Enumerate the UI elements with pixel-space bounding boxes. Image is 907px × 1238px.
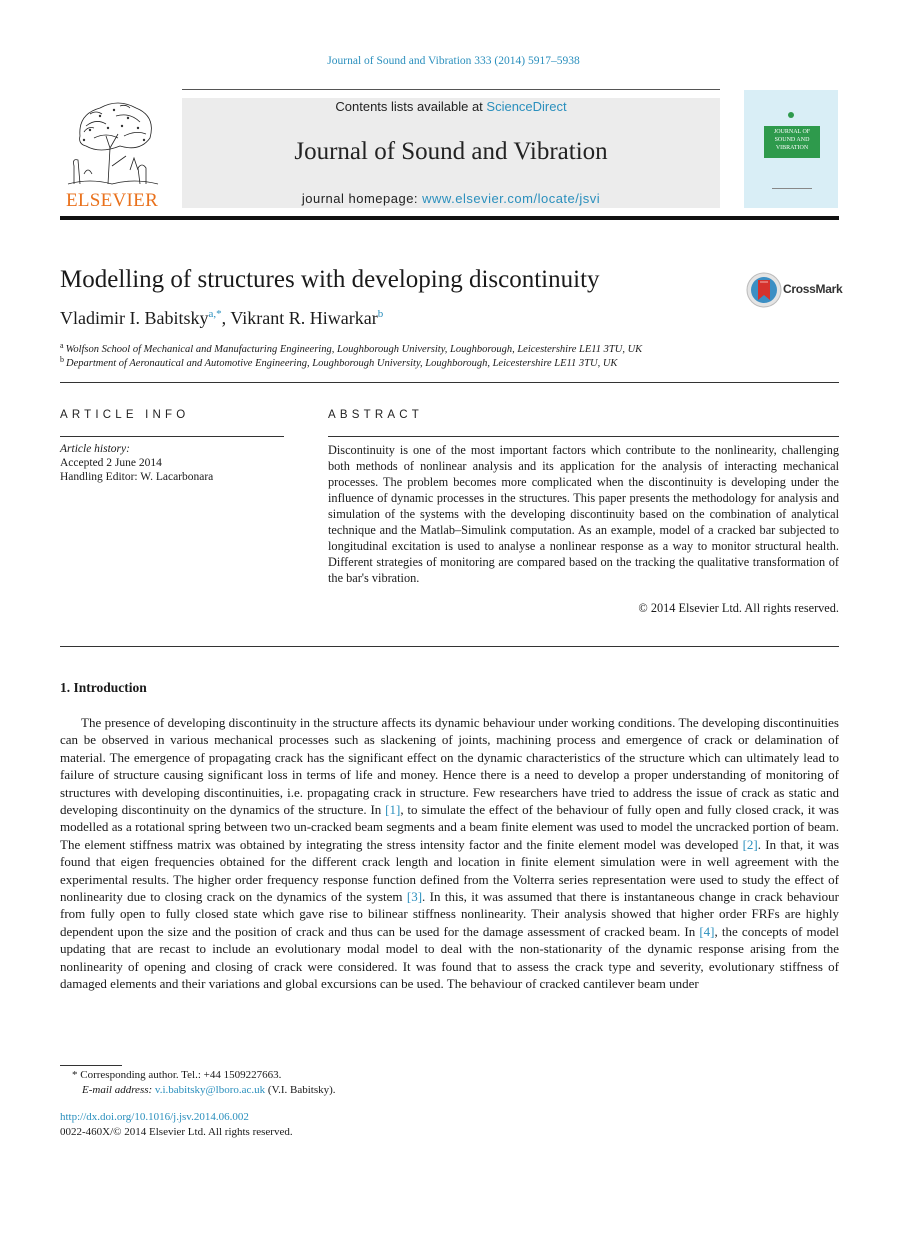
crossmark-icon xyxy=(746,272,782,308)
affiliation xyxy=(60,341,642,355)
cover-emblem-icon xyxy=(788,112,794,118)
abstract-rule xyxy=(328,436,839,437)
introduction-heading: 1. Introduction xyxy=(60,680,147,695)
email-label: E-mail address: xyxy=(82,1084,155,1096)
paragraph-text: . In this, it was assumed that there is instantaneous change in crack behaviour from fully open to fully closed state which gave rise to bilinear stiffness nonlinearity. Their analysis showed that higher order FRFs are highly dependent upon the size and the position of crack and thus can be used for the damage assessment of cracked beam. In xyxy=(60,889,839,939)
email-suffix: (V.I. Babitsky). xyxy=(265,1084,336,1096)
section-rule xyxy=(60,382,839,383)
section-rule xyxy=(60,646,839,647)
journal-homepage-line xyxy=(182,191,720,206)
affiliation-mark: a xyxy=(60,341,64,350)
email-note xyxy=(82,1084,336,1096)
contents-available-line xyxy=(182,99,720,114)
journal-citation[interactable]: Journal of Sound and Vibration 333 (2014) 5917–5938 xyxy=(327,55,580,67)
issn-copyright: 0022-460X/© 2014 Elsevier Ltd. All rights reserved. xyxy=(60,1126,293,1138)
handling-editor: Handling Editor: W. Lacarbonara xyxy=(60,471,214,483)
paper-title: Modelling of structures with developing discontinuity xyxy=(60,266,600,293)
elsevier-wordmark: ELSEVIER xyxy=(65,190,159,211)
paragraph-text: . In that, it was found that eigen frequencies obtained for the different crack length and location in finite element simulation were in well agreement with the experimental results. The higher order frequency response function defined from the Volterra series representation were used to study the effect of nonlinearity due to closing crack on the dynamics of the system xyxy=(60,836,839,905)
citation-link[interactable]: [3] xyxy=(406,889,423,905)
doi-link[interactable]: http://dx.doi.org/10.1016/j.jsv.2014.06.002 xyxy=(60,1111,249,1123)
author-marks[interactable]: a,* xyxy=(208,308,222,320)
homepage-prefix: journal homepage: xyxy=(301,191,423,206)
footnote-rule xyxy=(60,1065,122,1066)
cover-title-block: JOURNAL OF SOUND AND VIBRATION xyxy=(764,126,820,158)
author-name[interactable]: Vikrant R. Hiwarkar xyxy=(230,308,378,328)
accepted-date: Accepted 2 June 2014 xyxy=(60,457,162,469)
author-separator: , xyxy=(221,308,231,328)
contents-prefix: Contents lists available at xyxy=(335,99,487,114)
citation-link[interactable]: [2] xyxy=(742,836,758,852)
homepage-link[interactable]: www.elsevier.com/locate/jsvi xyxy=(422,191,601,206)
header-top-rule xyxy=(182,89,720,90)
elsevier-tree-icon xyxy=(60,96,164,188)
elsevier-logo[interactable] xyxy=(60,96,164,210)
journal-cover-thumbnail[interactable] xyxy=(744,90,838,208)
crossmark-badge[interactable] xyxy=(746,272,846,308)
journal-name: Journal of Sound and Vibration xyxy=(294,138,608,165)
header-bottom-rule xyxy=(60,216,839,220)
author-list xyxy=(60,308,383,329)
article-info-heading: ARTICLE INFO xyxy=(60,409,190,421)
article-history-label: Article history: xyxy=(60,443,130,455)
crossmark-label: CrossMark xyxy=(783,282,843,296)
cover-publisher-mark xyxy=(772,188,812,197)
article-info-rule xyxy=(60,436,284,437)
affiliation xyxy=(60,355,617,369)
paragraph-text: , to simulate the effect of the behaviour of fully open and fully closed crack, it was modelled as a rotational spring between two un-cracked beam segments and a beam finite element was used to model the uncracked portion of beam. The element stiffness matrix was obtained by integrating the stress intensity factor and the finite element model was developed xyxy=(60,802,839,852)
abstract-text: Discontinuity is one of the most important factors which contribute to the nonlinearity, challenging both methods of nonlinear analysis and its application for the analysis of interacting mechanical processes. The problem becomes more complicated when the discontinuity is developing under the influence of dynamic processes in the structures. This paper presents the methodology for analysis and simulation of the systems with the developing discontinuity based on the combination of analytical technique and the Matlab–Simulink computation. As an example, model of a cracked bar subjected to longitudinal excitation is used to analyse a nonlinear response as a way to monitor structural health. Different strategies of monitoring are compared based on the tracking the qualitative transformation of the bar's vibration. xyxy=(328,443,839,585)
author-marks[interactable]: b xyxy=(377,308,384,320)
introduction-paragraph xyxy=(60,714,839,993)
sciencedirect-link[interactable]: ScienceDirect xyxy=(486,99,567,114)
affiliation-mark: b xyxy=(60,355,64,364)
corresponding-author-note: * Corresponding author. Tel.: +44 1509227663. xyxy=(72,1069,282,1081)
author-name[interactable]: Vladimir I. Babitsky xyxy=(60,308,209,328)
paragraph-text: , the concepts of model updating that are recast to include an evolutionary modal model to deal with the non-stationarity of the dynamic response arising from the nonlinearity of opening and closing of crack were considered. It was found that to assess the crack type and severity, evolutionary stiffness of damaged elements and their variations and global excursions can be used. The behaviour of cracked cantilever beam under xyxy=(60,923,840,992)
paragraph-text: The presence of developing discontinuity in the structure affects its dynamic behaviour under working conditions. The developing discontinuities can be observed in various mechanical processes such as slackening of joints, machining process and emergence of crack or delamination of material. The emergence of propagating crack has the significant effect on the dynamic characteristics of the structure which can ultimately lead to failure of structure causing significant loss in terms of life and money. Hence there is a need to develop a proper understanding of monitoring of structures with developing discontinuities, i.e. propagating crack in structure. Few researchers have tried to address the issue of crack as static and developing discontinuity on the dynamics of the structure. In xyxy=(60,715,839,818)
email-link[interactable]: v.i.babitsky@lboro.ac.uk xyxy=(154,1084,266,1096)
affiliation-text: Department of Aeronautical and Automotive Engineering, Loughborough University, Loughborough, Leicestershire LE11 3TU, UK xyxy=(66,358,618,369)
abstract-heading: ABSTRACT xyxy=(328,409,423,421)
abstract-copyright: © 2014 Elsevier Ltd. All rights reserved. xyxy=(638,601,839,615)
affiliation-text: Wolfson School of Mechanical and Manufacturing Engineering, Loughborough University, Loughborough, Leicestershire LE11 3TU, UK xyxy=(65,344,643,355)
citation-link[interactable]: [4] xyxy=(699,923,715,939)
citation-link[interactable]: [1] xyxy=(385,802,401,818)
